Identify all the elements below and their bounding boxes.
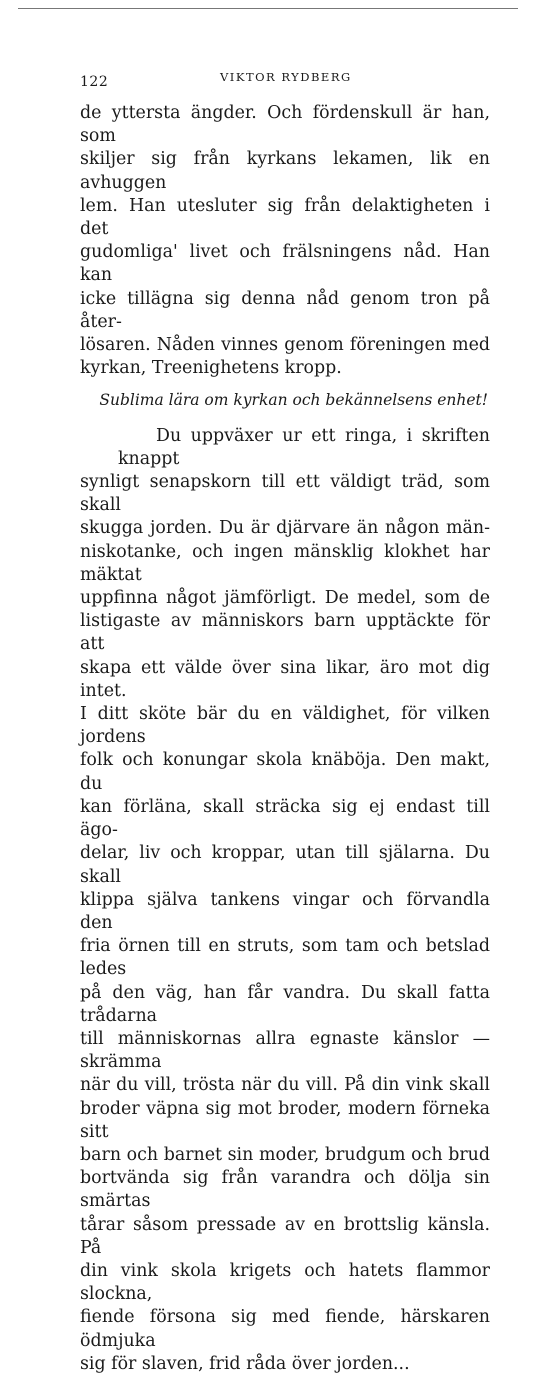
text-line: på den väg, han får vandra. Du skall fatta trådarna — [80, 982, 490, 1026]
text-line: listigaste av människors barn upptäckte för att — [80, 611, 490, 655]
text-line: lem. Han utesluter sig från delaktigheten i det — [80, 195, 490, 240]
text-line: folk och konungar skola knäböja. Den makt, du — [80, 750, 490, 794]
page-number: 122 — [80, 74, 109, 90]
text-line: uppfinna något jämförligt. De medel, som de — [80, 588, 490, 609]
page-body — [80, 102, 490, 1376]
text-line: din vink skola krigets och hatets flammor slockna, — [80, 1260, 490, 1305]
paragraph-2 — [80, 425, 490, 1376]
text-line: bortvända sig från varandra och dölja sin smärtas — [80, 1168, 490, 1212]
text-line: lösaren. Nåden vinnes genom föreningen med — [80, 335, 490, 356]
top-rule — [18, 8, 518, 9]
text-line: synligt senapskorn till ett väldigt träd, som skall — [80, 472, 490, 516]
text-line: Du uppväxer ur ett ringa, i skriften knappt — [118, 425, 490, 469]
text-line: delar, liv och kroppar, utan till själarna. Du skall — [80, 843, 490, 887]
text-line: I ditt sköte bär du en väldighet, för vilken jordens — [80, 704, 490, 748]
text-line: till människornas allra egnaste känslor — skrämma — [80, 1028, 490, 1073]
text-line: tårar såsom pressade av en brottslig känsla. På — [80, 1214, 490, 1258]
text-line: kan förläna, skall sträcka sig ej endast till ägo- — [80, 796, 490, 841]
text-line: fiende försona sig med fiende, härskaren ödmjuka — [80, 1307, 490, 1351]
italic-exclamation: Sublima lära om kyrkan och bekännelsens enhet! — [99, 391, 488, 410]
text-line: icke tillägna sig denna nåd genom tron på åter- — [80, 288, 490, 332]
text-line: när du vill, trösta när du vill. På din vink skall — [80, 1075, 490, 1096]
text-line: gudomliga' livet och frälsningens nåd. Han kan — [80, 242, 490, 286]
text-line: de yttersta ängder. Och fördenskull är han, som — [80, 103, 490, 147]
text-line: klippa själva tankens vingar och förvandla den — [80, 889, 490, 933]
paragraph-1 — [80, 102, 490, 380]
text-line: skapa ett välde över sina likar, äro mot dig intet. — [80, 657, 490, 701]
text-line: barn och barnet sin moder, brudgum och brud — [80, 1144, 490, 1165]
text-line: fria örnen till en struts, som tam och betslad ledes — [80, 936, 490, 980]
text-line: sig för slaven, frid råda över jorden... — [80, 1353, 410, 1374]
text-line: skiljer sig från kyrkans lekamen, lik en avhuggen — [80, 149, 490, 193]
text-line: broder väpna sig mot broder, modern förneka sitt — [80, 1098, 490, 1142]
text-line: niskotanke, och ingen mänsklig klokhet har mäktat — [80, 541, 490, 585]
text-line: skugga jorden. Du är djärvare än någon män- — [80, 518, 490, 539]
running-head-author: VIKTOR RYDBERG — [220, 70, 352, 84]
text-line: kyrkan, Treenighetens kropp. — [80, 358, 342, 379]
running-head — [80, 70, 492, 90]
